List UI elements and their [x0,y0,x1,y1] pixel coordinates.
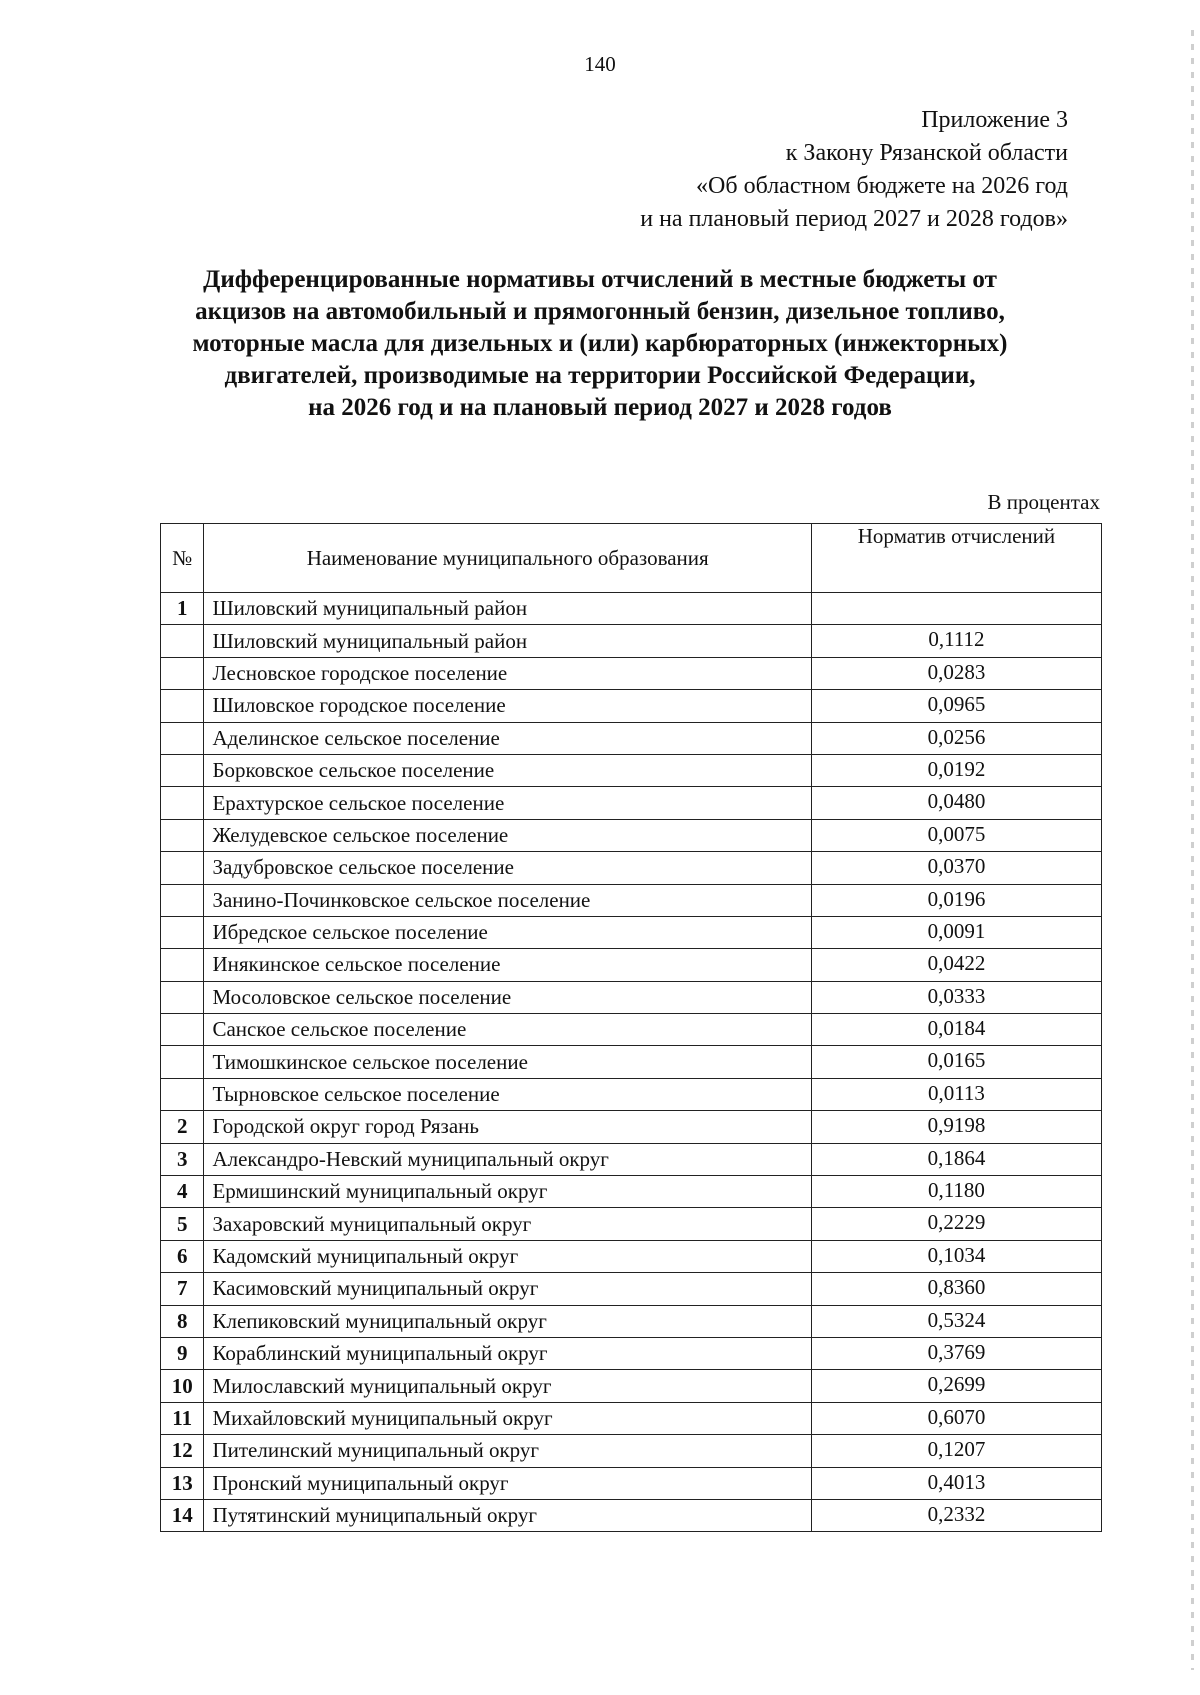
row-name-cell: Желудевское сельское поселение [204,819,811,851]
norms-table [160,523,1102,1532]
row-num-cell: 3 [161,1143,204,1175]
appendix-line: и на плановый период 2027 и 2028 годов» [640,206,1068,232]
row-name-cell: Путятинский муниципальный округ [204,1499,811,1531]
row-name-cell: Тимошкинское сельское поселение [204,1046,811,1078]
page-number: 140 [584,52,616,76]
row-num-cell [161,819,204,851]
row-value-cell: 0,0370 [811,852,1101,884]
row-value-cell: 0,0075 [811,819,1101,851]
row-value-cell: 0,9198 [811,1111,1101,1143]
row-num-cell: 8 [161,1305,204,1337]
header-name: Наименование муниципального образования [204,524,811,593]
row-name-cell: Шиловский муниципальный район [204,593,811,625]
unit-note: В процентах [987,490,1100,514]
row-num-cell [161,754,204,786]
row-num-cell: 5 [161,1208,204,1240]
row-value-cell: 0,0256 [811,722,1101,754]
row-num-cell: 12 [161,1435,204,1467]
table-row [161,852,1102,884]
table-row [161,949,1102,981]
row-name-cell: Шиловское городское поселение [204,690,811,722]
table-row [161,1176,1102,1208]
row-name-cell: Касимовский муниципальный округ [204,1273,811,1305]
row-num-cell [161,949,204,981]
row-num-cell [161,625,204,657]
row-num-cell: 13 [161,1467,204,1499]
table-row [161,1046,1102,1078]
table-row [161,1370,1102,1402]
scan-edge-artifact [1191,30,1194,1670]
table-row [161,593,1102,625]
table-row [161,916,1102,948]
table-row [161,884,1102,916]
table-row [161,1273,1102,1305]
row-name-cell: Ермишинский муниципальный округ [204,1176,811,1208]
table-row [161,690,1102,722]
row-name-cell: Санское сельское поселение [204,1014,811,1046]
appendix-block [640,104,1068,236]
row-name-cell: Инякинское сельское поселение [204,949,811,981]
row-num-cell: 2 [161,1111,204,1143]
row-num-cell [161,787,204,819]
row-value-cell: 0,1207 [811,1435,1101,1467]
row-num-cell [161,981,204,1013]
row-value-cell: 0,1112 [811,625,1101,657]
row-value-cell: 0,8360 [811,1273,1101,1305]
row-num-cell [161,690,204,722]
row-name-cell: Кораблинский муниципальный округ [204,1337,811,1369]
row-value-cell: 0,0283 [811,657,1101,689]
row-name-cell: Лесновское городское поселение [204,657,811,689]
row-name-cell: Кадомский муниципальный округ [204,1240,811,1272]
row-value-cell: 0,0091 [811,916,1101,948]
header-value: Норматив отчислений [811,524,1101,593]
row-name-cell: Пителинский муниципальный округ [204,1435,811,1467]
row-value-cell: 0,0184 [811,1014,1101,1046]
row-name-cell: Михайловский муниципальный округ [204,1402,811,1434]
title-line: двигателей, производимые на территории Российской Федерации, [224,362,976,389]
row-num-cell: 11 [161,1402,204,1434]
table-row [161,1014,1102,1046]
row-value-cell: 0,4013 [811,1467,1101,1499]
row-value-cell: 0,2229 [811,1208,1101,1240]
row-value-cell: 0,0965 [811,690,1101,722]
title-line: акцизов на автомобильный и прямогонный бензин, дизельное топливо, [195,298,1005,325]
row-value-cell: 0,0480 [811,787,1101,819]
row-value-cell: 0,1034 [811,1240,1101,1272]
table-header-row [161,524,1102,593]
table-row [161,1305,1102,1337]
row-name-cell: Александро-Невский муниципальный округ [204,1143,811,1175]
table-body [161,593,1102,1532]
table-row [161,1499,1102,1531]
row-value-cell: 0,1864 [811,1143,1101,1175]
row-value-cell: 0,0422 [811,949,1101,981]
row-name-cell: Милославский муниципальный округ [204,1370,811,1402]
table-row [161,1208,1102,1240]
row-name-cell: Ибредское сельское поселение [204,916,811,948]
row-num-cell: 1 [161,593,204,625]
table-row [161,1402,1102,1434]
row-value-cell: 0,2332 [811,1499,1101,1531]
row-value-cell: 0,6070 [811,1402,1101,1434]
row-value-cell: 0,0113 [811,1078,1101,1110]
row-value-cell: 0,5324 [811,1305,1101,1337]
row-value-cell: 0,0333 [811,981,1101,1013]
table-row [161,1111,1102,1143]
row-name-cell: Занино-Починковское сельское поселение [204,884,811,916]
row-name-cell: Борковское сельское поселение [204,754,811,786]
table-row [161,625,1102,657]
title-line: Дифференцированные нормативы отчислений в местные бюджеты от [203,266,997,293]
table-row [161,754,1102,786]
header-num: № [161,524,204,593]
table-row [161,1337,1102,1369]
table-row [161,1467,1102,1499]
row-name-cell: Пронский муниципальный округ [204,1467,811,1499]
appendix-line: «Об областном бюджете на 2026 год [696,173,1068,199]
row-name-cell: Шиловский муниципальный район [204,625,811,657]
row-name-cell: Аделинское сельское поселение [204,722,811,754]
row-num-cell: 6 [161,1240,204,1272]
row-name-cell: Тырновское сельское поселение [204,1078,811,1110]
table-row [161,787,1102,819]
row-value-cell: 0,0196 [811,884,1101,916]
row-num-cell: 10 [161,1370,204,1402]
appendix-line: Приложение 3 [921,107,1068,133]
row-num-cell [161,884,204,916]
row-num-cell [161,1014,204,1046]
table-row [161,657,1102,689]
row-value-cell: 0,1180 [811,1176,1101,1208]
row-name-cell: Ерахтурское сельское поселение [204,787,811,819]
table-row [161,1240,1102,1272]
table-row [161,722,1102,754]
row-num-cell: 7 [161,1273,204,1305]
row-name-cell: Мосоловское сельское поселение [204,981,811,1013]
row-num-cell [161,852,204,884]
row-name-cell: Клепиковский муниципальный округ [204,1305,811,1337]
appendix-line: к Закону Рязанской области [785,140,1068,166]
table-row [161,981,1102,1013]
row-name-cell: Городской округ город Рязань [204,1111,811,1143]
table-row [161,1435,1102,1467]
row-value-cell: 0,3769 [811,1337,1101,1369]
title-line: на 2026 год и на плановый период 2027 и 2028 годов [308,394,892,421]
row-value-cell: 0,0192 [811,754,1101,786]
table-row [161,1143,1102,1175]
row-value-cell [811,593,1101,625]
row-value-cell: 0,2699 [811,1370,1101,1402]
row-num-cell: 14 [161,1499,204,1531]
row-num-cell [161,657,204,689]
table-row [161,819,1102,851]
row-num-cell: 4 [161,1176,204,1208]
table-row [161,1078,1102,1110]
row-value-cell: 0,0165 [811,1046,1101,1078]
title-line: моторные масла для дизельных и (или) карбюраторных (инжекторных) [192,330,1008,357]
row-num-cell: 9 [161,1337,204,1369]
row-num-cell [161,1046,204,1078]
row-num-cell [161,1078,204,1110]
row-name-cell: Захаровский муниципальный округ [204,1208,811,1240]
row-num-cell [161,916,204,948]
row-num-cell [161,722,204,754]
document-title [150,264,1050,424]
row-name-cell: Задубровское сельское поселение [204,852,811,884]
